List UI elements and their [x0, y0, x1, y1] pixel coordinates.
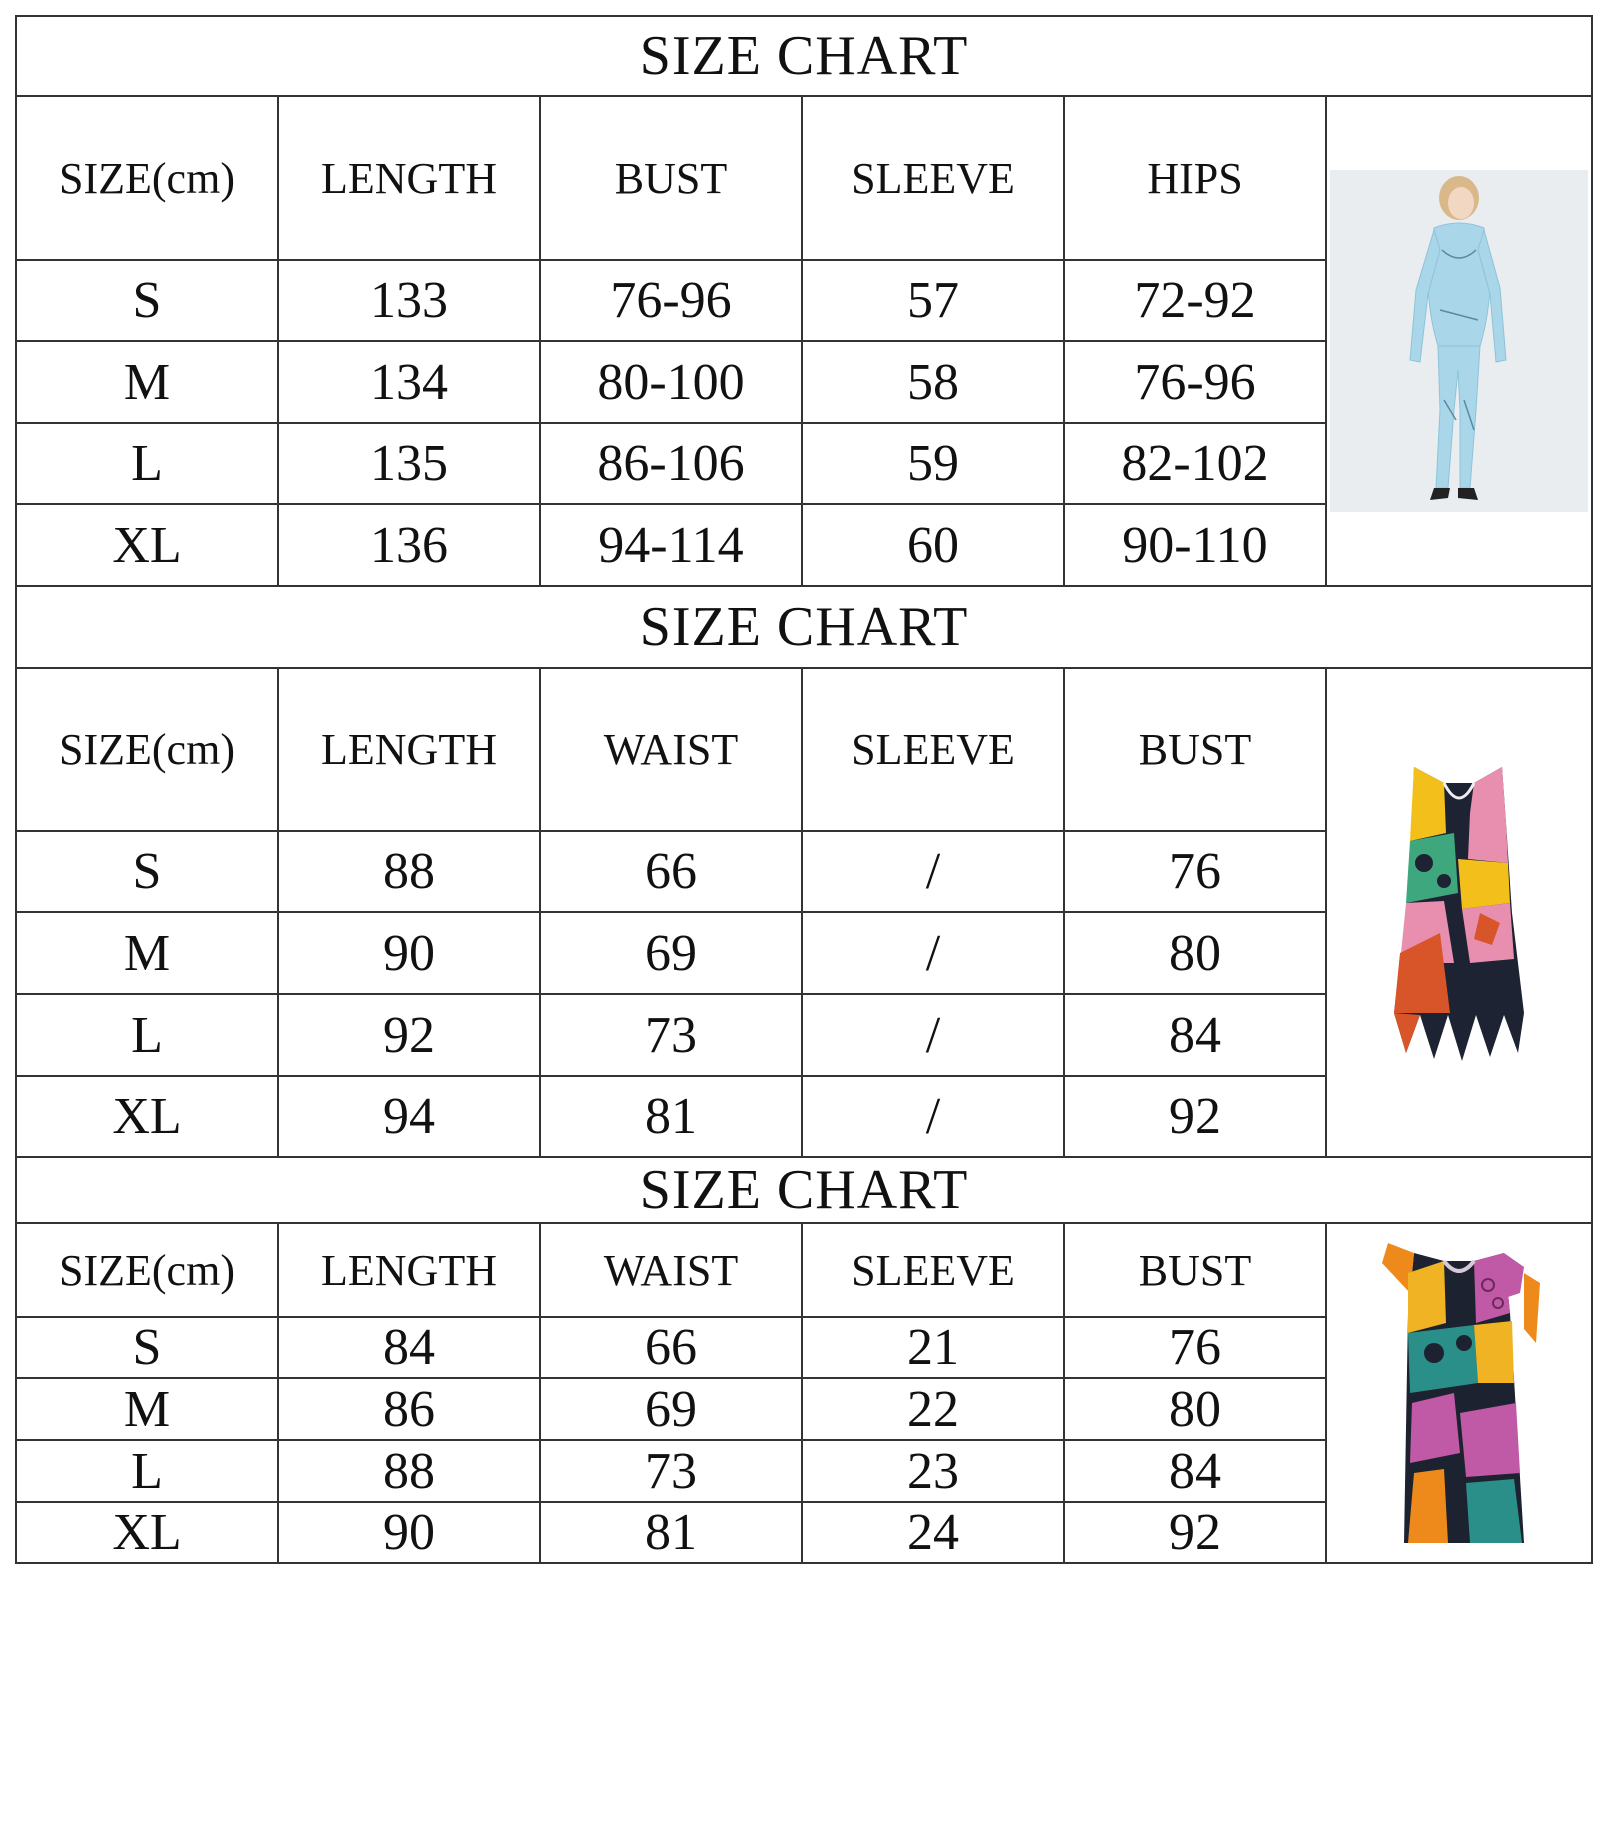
header-sleeve: SLEEVE — [802, 1223, 1064, 1317]
product-image-cell — [1326, 668, 1592, 1157]
cell-size: S — [16, 1317, 278, 1378]
size-chart-table-1 — [15, 15, 1593, 587]
cell-size: M — [16, 341, 278, 423]
cell-length: 135 — [278, 423, 540, 504]
cell-length: 88 — [278, 1440, 540, 1502]
cell-bust: 76 — [1064, 831, 1326, 912]
cell-sleeve: 57 — [802, 260, 1064, 341]
header-length: LENGTH — [278, 1223, 540, 1317]
header-size: SIZE(cm) — [16, 1223, 278, 1317]
cell-length: 133 — [278, 260, 540, 341]
cell-bust: 80 — [1064, 912, 1326, 994]
cell-sleeve: / — [802, 831, 1064, 912]
cell-size: XL — [16, 1502, 278, 1563]
cell-hips: 72-92 — [1064, 260, 1326, 341]
patchwork-dress-photo-icon — [1384, 763, 1534, 1063]
cell-bust: 80-100 — [540, 341, 802, 423]
header-bust: BUST — [1064, 668, 1326, 831]
header-sleeve: SLEEVE — [802, 96, 1064, 260]
cell-waist: 66 — [540, 1317, 802, 1378]
cell-sleeve: / — [802, 994, 1064, 1076]
cell-size: XL — [16, 504, 278, 586]
cell-sleeve: / — [802, 912, 1064, 994]
cell-waist: 73 — [540, 994, 802, 1076]
size-chart-table-3 — [15, 1156, 1593, 1564]
cell-size: M — [16, 912, 278, 994]
cell-length: 86 — [278, 1378, 540, 1440]
cell-size: L — [16, 1440, 278, 1502]
size-chart-table-2 — [15, 585, 1593, 1158]
cell-waist: 66 — [540, 831, 802, 912]
cell-bust: 92 — [1064, 1502, 1326, 1563]
cell-waist: 69 — [540, 1378, 802, 1440]
cell-sleeve: 24 — [802, 1502, 1064, 1563]
cell-size: L — [16, 994, 278, 1076]
size-chart-sheet — [15, 15, 1591, 1833]
cell-sleeve: 21 — [802, 1317, 1064, 1378]
header-size: SIZE(cm) — [16, 668, 278, 831]
cell-sleeve: 58 — [802, 341, 1064, 423]
header-waist: WAIST — [540, 1223, 802, 1317]
cell-sleeve: 22 — [802, 1378, 1064, 1440]
jumpsuit-photo-icon — [1330, 170, 1588, 512]
short-sleeve-patchwork-dress-photo-icon — [1374, 1233, 1544, 1553]
header-length: LENGTH — [278, 668, 540, 831]
chart-title: SIZE CHART — [16, 16, 1592, 96]
cell-hips: 76-96 — [1064, 341, 1326, 423]
cell-size: S — [16, 260, 278, 341]
chart-title: SIZE CHART — [16, 586, 1592, 668]
cell-bust: 92 — [1064, 1076, 1326, 1157]
header-bust: BUST — [540, 96, 802, 260]
header-length: LENGTH — [278, 96, 540, 260]
cell-size: XL — [16, 1076, 278, 1157]
cell-waist: 81 — [540, 1076, 802, 1157]
chart-title: SIZE CHART — [16, 1157, 1592, 1223]
header-bust: BUST — [1064, 1223, 1326, 1317]
cell-length: 88 — [278, 831, 540, 912]
cell-hips: 90-110 — [1064, 504, 1326, 586]
cell-length: 134 — [278, 341, 540, 423]
header-sleeve: SLEEVE — [802, 668, 1064, 831]
cell-hips: 82-102 — [1064, 423, 1326, 504]
cell-bust: 76-96 — [540, 260, 802, 341]
cell-bust: 84 — [1064, 1440, 1326, 1502]
cell-bust: 94-114 — [540, 504, 802, 586]
product-image-cell — [1326, 1223, 1592, 1563]
cell-sleeve: 23 — [802, 1440, 1064, 1502]
cell-length: 94 — [278, 1076, 540, 1157]
cell-sleeve: / — [802, 1076, 1064, 1157]
cell-length: 92 — [278, 994, 540, 1076]
product-image-cell — [1326, 96, 1592, 586]
cell-length: 90 — [278, 912, 540, 994]
cell-waist: 73 — [540, 1440, 802, 1502]
cell-bust: 86-106 — [540, 423, 802, 504]
header-size: SIZE(cm) — [16, 96, 278, 260]
cell-sleeve: 60 — [802, 504, 1064, 586]
cell-length: 84 — [278, 1317, 540, 1378]
cell-length: 136 — [278, 504, 540, 586]
cell-size: M — [16, 1378, 278, 1440]
cell-size: S — [16, 831, 278, 912]
cell-size: L — [16, 423, 278, 504]
cell-waist: 69 — [540, 912, 802, 994]
cell-length: 90 — [278, 1502, 540, 1563]
cell-sleeve: 59 — [802, 423, 1064, 504]
cell-bust: 84 — [1064, 994, 1326, 1076]
header-hips: HIPS — [1064, 96, 1326, 260]
header-waist: WAIST — [540, 668, 802, 831]
cell-waist: 81 — [540, 1502, 802, 1563]
cell-bust: 80 — [1064, 1378, 1326, 1440]
cell-bust: 76 — [1064, 1317, 1326, 1378]
